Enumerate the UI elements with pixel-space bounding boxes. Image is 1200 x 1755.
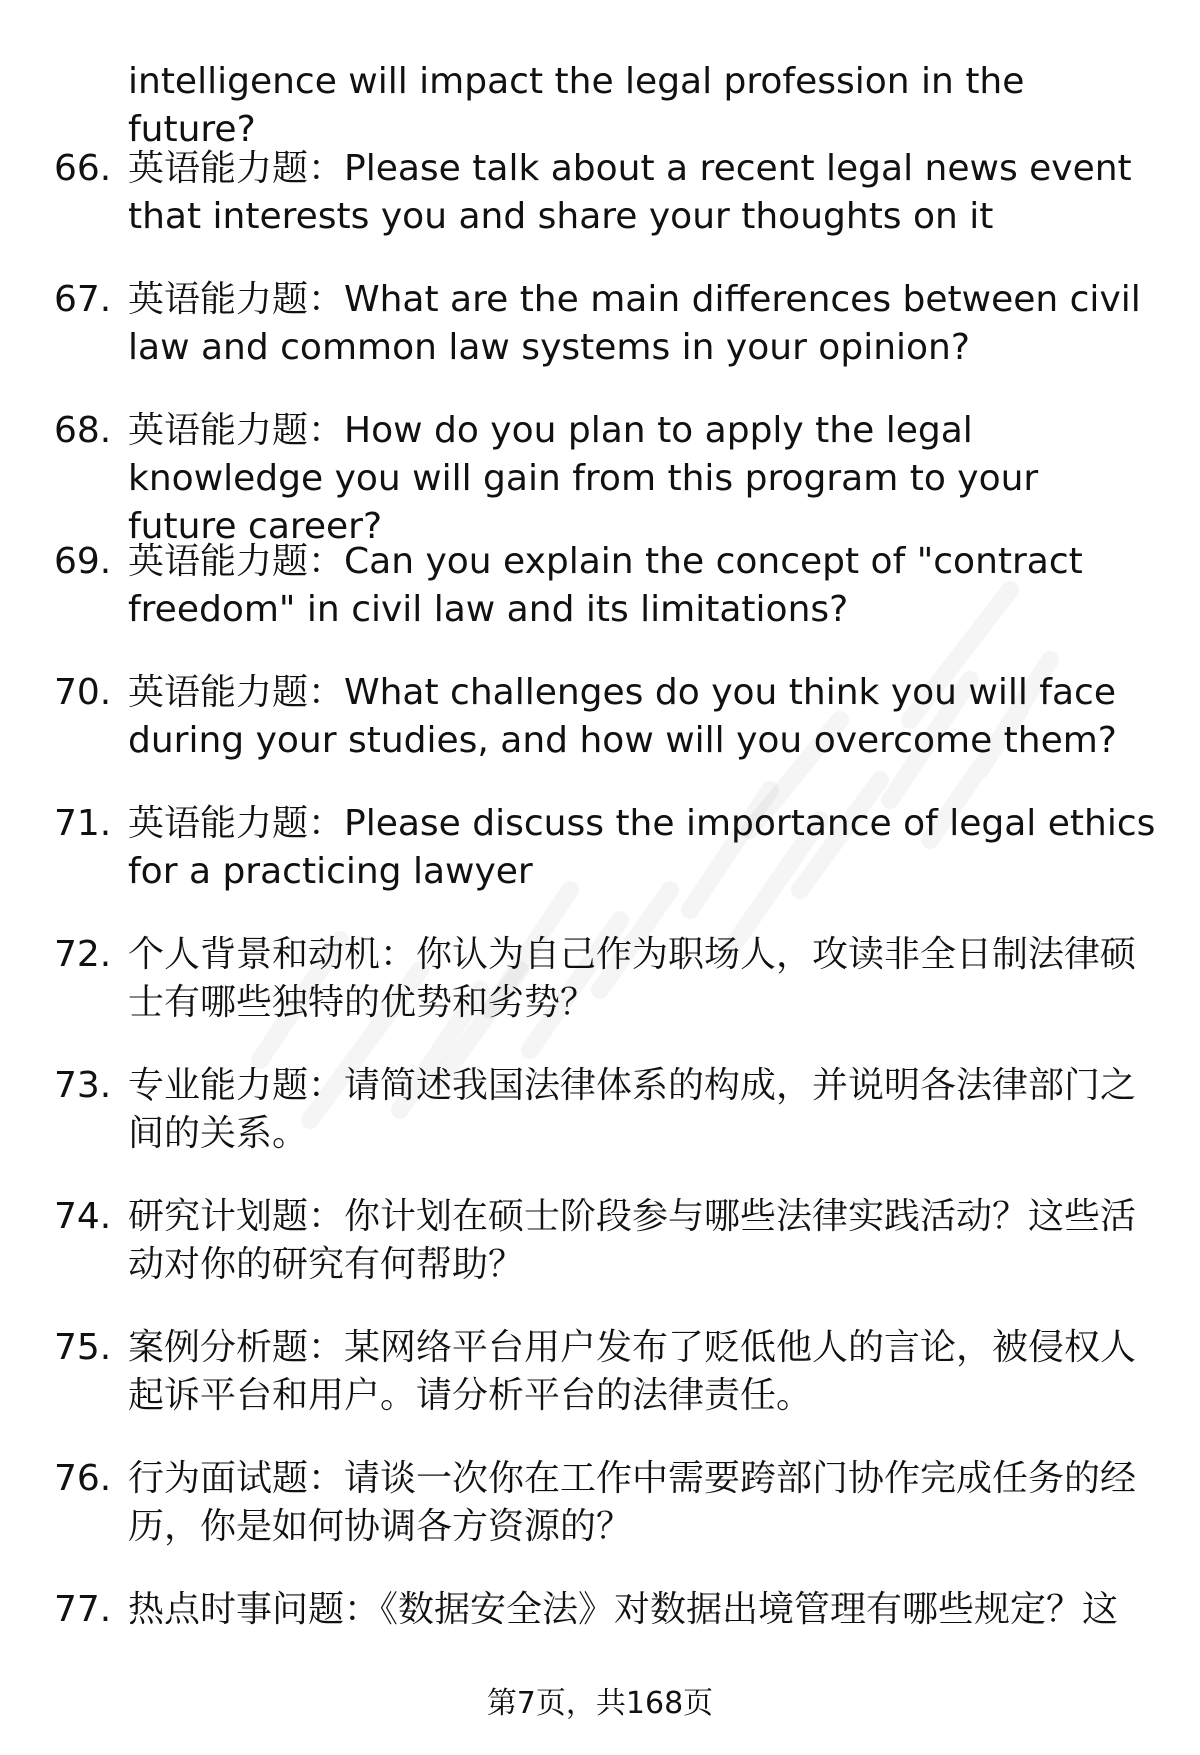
question-number: 66.	[54, 148, 112, 189]
question-text: 热点时事问题：《数据安全法》对数据出境管理有哪些规定？这	[128, 1589, 1119, 1630]
question-text: 英语能力题：Please discuss the importance of legal ethics for a practicing lawyer	[128, 803, 1156, 892]
question-text: 英语能力题：What are the main differences between civil law and common law systems in your opinion?	[128, 279, 1141, 368]
question-number: 70.	[54, 672, 112, 713]
question-item-72	[0, 921, 1200, 1031]
page-footer: 第7页，共168页	[486, 1686, 714, 1721]
question-text: 研究计划题：你计划在硕士阶段参与哪些法律实践活动？这些活动对你的研究有何帮助？	[128, 1196, 1137, 1285]
question-number: 72.	[54, 934, 112, 975]
question-text: 英语能力题：What challenges do you think you will face during your studies, and how will you overcome them?	[128, 672, 1117, 761]
question-text: 专业能力题：请简述我国法律体系的构成，并说明各法律部门之间的关系。	[128, 1065, 1137, 1154]
question-text: 行为面试题：请谈一次你在工作中需要跨部门协作完成任务的经历，你是如何协调各方资源的？	[128, 1458, 1137, 1547]
question-number: 68.	[54, 410, 112, 451]
question-item-66	[0, 135, 1200, 245]
question-number: 77.	[54, 1589, 112, 1630]
question-text: 英语能力题：Can you explain the concept of "contract freedom" in civil law and its limitations?	[128, 541, 1083, 630]
question-item-67	[0, 266, 1200, 376]
question-text: 个人背景和动机：你认为自己作为职场人，攻读非全日制法律硕士有哪些独特的优势和劣势？	[128, 934, 1137, 1023]
question-item-76	[0, 1445, 1200, 1555]
question-item-75	[0, 1314, 1200, 1424]
question-number: 67.	[54, 279, 112, 320]
question-number: 74.	[54, 1196, 112, 1237]
question-item-71	[0, 790, 1200, 900]
question-number: 75.	[54, 1327, 112, 1368]
question-item-69	[0, 528, 1200, 638]
question-text: 英语能力题：Please talk about a recent legal news event that interests you and share your thoughts on it	[128, 148, 1132, 237]
question-number: 69.	[54, 541, 112, 582]
question-text: 英语能力题：How do you plan to apply the legal knowledge you will gain from this program to your future career?	[128, 410, 1039, 547]
question-item-70	[0, 659, 1200, 769]
question-number: 71.	[54, 803, 112, 844]
question-item-68	[0, 397, 1200, 547]
question-item-73	[0, 1052, 1200, 1162]
question-text: 案例分析题：某网络平台用户发布了贬低他人的言论，被侵权人起诉平台和用户。请分析平台的法律责任。	[128, 1327, 1137, 1416]
question-number: 76.	[54, 1458, 112, 1499]
question-item-77	[0, 1576, 1200, 1636]
question-item-74	[0, 1183, 1200, 1293]
continuation-text: intelligence will impact the legal profession in the future?	[128, 61, 1025, 150]
question-number: 73.	[54, 1065, 112, 1106]
